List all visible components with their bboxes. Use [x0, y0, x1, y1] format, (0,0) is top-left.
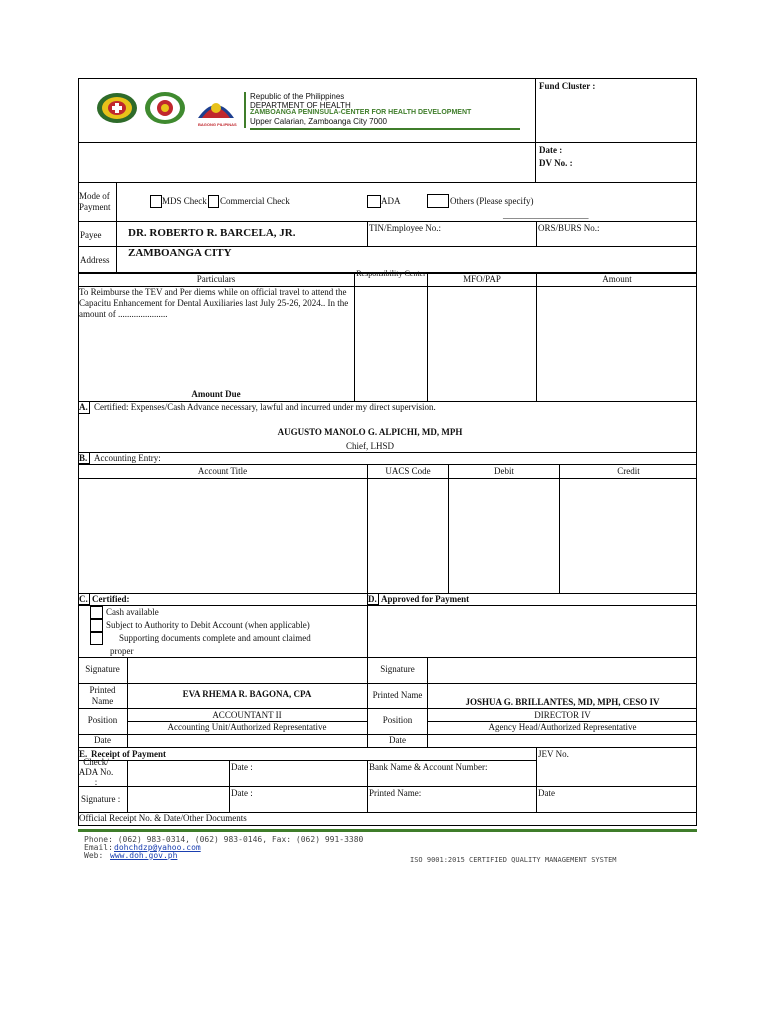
e-date3-label: Date: [538, 788, 555, 798]
footer-rule: [78, 829, 697, 832]
c-signature-label: Signature: [85, 664, 120, 674]
amount-header: Amount: [602, 274, 632, 284]
ada-checkbox[interactable]: [367, 195, 381, 208]
d-position-label: Position: [382, 715, 413, 725]
agency-line-1: Republic of the Philippines: [250, 92, 345, 101]
section-d-letter: D.: [368, 594, 377, 604]
section-a-signatory: AUGUSTO MANOLO G. ALPICHI, MD, MPH: [277, 427, 463, 437]
particulars-text: To Reimburse the TEV and Per diems while on official travel to attend the Capacitu Enhancement for Dental Auxiliaries last July 25-26, 2024.. In the amount of ......................: [79, 287, 349, 319]
e-date2-label: Date :: [231, 788, 253, 798]
c-date-label: Date: [94, 735, 111, 745]
c-printed-name-label: Printed Name: [89, 685, 116, 706]
footer-iso: ISO 9001:2015 CERTIFIED QUALITY MANAGEMENT SYSTEM: [410, 856, 617, 864]
cash-available-label: Cash available: [106, 607, 159, 617]
supporting-docs-checkbox[interactable]: [90, 632, 103, 645]
bank-account-label: Bank Name & Account Number:: [369, 762, 488, 772]
e-date-label: Date :: [231, 762, 253, 772]
c-position: ACCOUNTANT II: [212, 710, 282, 720]
agency-line-3: ZAMBOANGA PENINSULA-CENTER FOR HEALTH DEVELOPMENT: [250, 109, 472, 116]
section-a-letter: A.: [79, 402, 88, 412]
section-d-label: Approved for Payment: [381, 594, 470, 604]
account-title-header: Account Title: [197, 466, 248, 476]
mfo-pap-header: MFO/PAP: [463, 274, 501, 284]
tin-label: TIN/Employee No.:: [369, 223, 441, 233]
commercial-check-label: Commercial Check: [220, 196, 290, 206]
date-label: Date :: [539, 145, 563, 155]
fund-cluster-label: Fund Cluster :: [539, 81, 596, 91]
header-underline: [250, 128, 520, 130]
section-a-signatory-title: Chief, LHSD: [346, 441, 394, 451]
ors-label: ORS/BURS No.:: [538, 223, 600, 233]
mds-check-label: MDS Check: [162, 196, 207, 206]
authority-debit-label: Subject to Authority to Debit Account (when applicable): [106, 620, 310, 630]
section-c-label: Certified:: [92, 594, 130, 604]
logo-caption: BAGONG PILIPINAS: [198, 122, 237, 127]
particulars-header: Particulars: [196, 274, 236, 284]
section-c-letter: C.: [79, 594, 88, 604]
e-signature-label: Signature :: [81, 794, 121, 804]
section-b-letter: B.: [79, 453, 88, 463]
section-e-label: Receipt of Payment: [91, 749, 166, 759]
debit-header: Debit: [494, 466, 514, 476]
address-label: Address: [80, 255, 110, 265]
others-specify-line: ___________________: [503, 210, 589, 220]
official-receipt-label: Official Receipt No. & Date/Other Documents: [79, 813, 247, 823]
header-divider: [244, 92, 246, 128]
doh-logo: [96, 92, 138, 124]
d-printed-name-label: Printed Name: [372, 690, 423, 700]
others-checkbox[interactable]: [427, 194, 449, 208]
dv-no-label: DV No. :: [539, 158, 573, 168]
credit-header: Credit: [617, 466, 640, 476]
section-b-label: Accounting Entry:: [94, 453, 161, 463]
chd-logo: [144, 91, 186, 125]
footer-phone: Phone: (062) 983-0314, (062) 983-0146, Fax: (062) 991-3380: [84, 835, 364, 844]
responsibility-center-header: Responsibility Center: [356, 269, 426, 278]
c-position-sub: Accounting Unit/Authorized Representative: [167, 722, 327, 732]
d-position-sub: Agency Head/Authorized Representative: [488, 722, 637, 732]
cash-available-checkbox[interactable]: [90, 606, 103, 619]
d-printed-name: JOSHUA G. BRILLANTES, MD, MPH, CESO IV: [465, 697, 660, 707]
supporting-docs-label-cont: proper: [110, 646, 134, 656]
others-label: Others (Please specify): [450, 196, 534, 206]
jev-no-label: JEV No.: [538, 749, 569, 759]
mode-of-payment-label: Mode of Payment: [79, 191, 111, 212]
d-signature-label: Signature: [380, 664, 415, 674]
d-date-label: Date: [389, 735, 406, 745]
ada-label: ADA: [381, 196, 401, 206]
commercial-check-checkbox[interactable]: [208, 195, 219, 208]
address-value: ZAMBOANGA CITY: [128, 247, 232, 259]
d-position: DIRECTOR IV: [534, 710, 591, 720]
payee-label: Payee: [80, 230, 102, 240]
agency-line-2: DEPARTMENT OF HEALTH: [250, 101, 351, 110]
footer-email[interactable]: dohchdzp@yahoo.com: [114, 843, 201, 852]
e-printed-name-label: Printed Name:: [369, 788, 422, 798]
payee-name: DR. ROBERTO R. BARCELA, JR.: [128, 227, 296, 239]
mds-check-checkbox[interactable]: [150, 195, 162, 208]
check-ada-label: Check/ ADA No. :: [78, 757, 114, 787]
section-a-text: Certified: Expenses/Cash Advance necessary, lawful and incurred under my direct supervision.: [94, 402, 436, 412]
c-position-label: Position: [87, 715, 118, 725]
section-e-letter: E.: [79, 749, 88, 759]
agency-line-4: Upper Calarian, Zamboanga City 7000: [250, 117, 387, 126]
amount-due-label: Amount Due: [191, 389, 241, 399]
supporting-docs-label: Supporting documents complete and amount claimed: [119, 633, 311, 643]
footer-email-label: Email:: [84, 843, 113, 852]
uacs-code-header: UACS Code: [385, 466, 431, 476]
footer-web-label: Web:: [84, 851, 104, 860]
authority-debit-checkbox[interactable]: [90, 619, 103, 632]
footer-web[interactable]: www.doh.gov.ph: [110, 851, 178, 860]
c-printed-name: EVA RHEMA R. BAGONA, CPA: [182, 689, 312, 699]
bagong-pilipinas-logo: [194, 92, 238, 128]
